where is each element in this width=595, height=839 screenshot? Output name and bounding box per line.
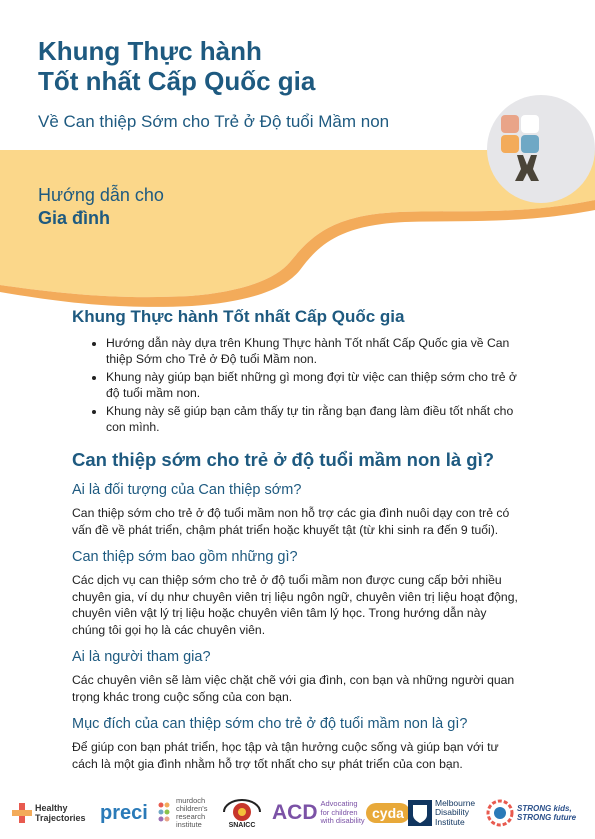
title-line-2: Tốt nhất Cấp Quốc gia: [38, 66, 316, 96]
section-heading: Can thiệp sớm bao gồm những gì?: [72, 549, 298, 565]
preci-logo: preci: [100, 801, 148, 824]
framework-logo: [487, 95, 595, 203]
tree-icon: [487, 95, 595, 203]
intro-bullet: • Khung này sẽ giúp bạn cảm thấy tự tin rằng bạn đang làm điều tốt nhất cho con mình.: [106, 403, 522, 435]
intro-bullet: • Khung này giúp bạn biết những gì mong đợi từ việc can thiệp sớm cho trẻ ở độ tuổi mầm non.: [106, 369, 522, 401]
intro-bullet-list: [72, 335, 522, 435]
guide-audience: [38, 184, 164, 230]
mcri-logo: murdoch children's research institute: [158, 793, 207, 833]
acd-logo: ACD Advocating for children with disability: [272, 799, 365, 826]
section-heading: Mục đích của can thiệp sớm cho trẻ ở độ tuổi mầm non là gì?: [72, 716, 468, 732]
main-content: [72, 307, 522, 772]
intro-heading: Khung Thực hành Tốt nhất Cấp Quốc gia: [72, 307, 405, 326]
healthy-trajectories-logo: Healthy Trajectories: [12, 793, 86, 833]
snaicc-logo: SNAICC: [222, 793, 262, 833]
section-heading: Ai là người tham gia?: [72, 649, 211, 665]
melbourne-disability-institute-logo: Melbourne Disability Institute: [408, 793, 475, 833]
page-title: [38, 36, 315, 96]
mcri-dots-icon: [158, 802, 174, 824]
section-body: Can thiệp sớm cho trẻ ở độ tuổi mầm non hỗ trợ các gia đình nuôi dạy con trẻ có vấn đề về phát triển, chậm phát triển hoặc khuyết tật (từ khi sinh ra đến 9 tuổi).: [72, 506, 510, 537]
page-subtitle: Về Can thiệp Sớm cho Trẻ ở Độ tuổi Mầm non: [38, 112, 390, 131]
strong-kids-circle-icon: [486, 799, 514, 827]
section-body: Các dịch vụ can thiệp sớm cho trẻ ở độ tuổi mầm non được cung cấp bởi nhiều chuyên gia, ví dụ như chuyên viên trị liệu ngôn ngữ, chuyên viên trị liệu hoạt động, chuyên viên vật lý trị liệu hoặc chuyên viên tâm lý học. Trong hướng dẫn này chúng tôi gọi họ là các chuyên viên.: [72, 573, 518, 637]
guide-audience-families: Gia đình: [38, 208, 110, 228]
section-body: Để giúp con bạn phát triển, học tập và tận hưởng cuộc sống và giúp bạn với tư cách là một gia đình nhằm hỗ trợ tốt nhất cho sự phát triển của con bạn.: [72, 740, 499, 771]
healthy-trajectories-icon: [12, 803, 32, 823]
partner-logos: [12, 793, 587, 833]
title-line-1: Khung Thực hành: [38, 36, 262, 66]
cyda-logo: cyda: [366, 793, 410, 833]
section-heading: Ai là đối tượng của Can thiệp sớm?: [72, 482, 302, 498]
guide-for-label: Hướng dẫn cho: [38, 185, 164, 205]
snaicc-sun-icon: [222, 798, 262, 822]
intro-bullet: • Hướng dẫn này dựa trên Khung Thực hành Tốt nhất Cấp Quốc gia về Can thiệp Sớm cho Trẻ ở Độ tuổi Mầm non.: [106, 335, 522, 367]
main-question-heading: Can thiệp sớm cho trẻ ở độ tuổi mầm non là gì?: [72, 449, 495, 470]
strong-kids-logo: STRONG kids, STRONG future: [486, 793, 576, 833]
university-crest-icon: [408, 800, 432, 826]
section-body: Các chuyên viên sẽ làm việc chặt chẽ với gia đình, con bạn và những người quan trọng khác trong cuộc sống của con bạn.: [72, 673, 515, 704]
